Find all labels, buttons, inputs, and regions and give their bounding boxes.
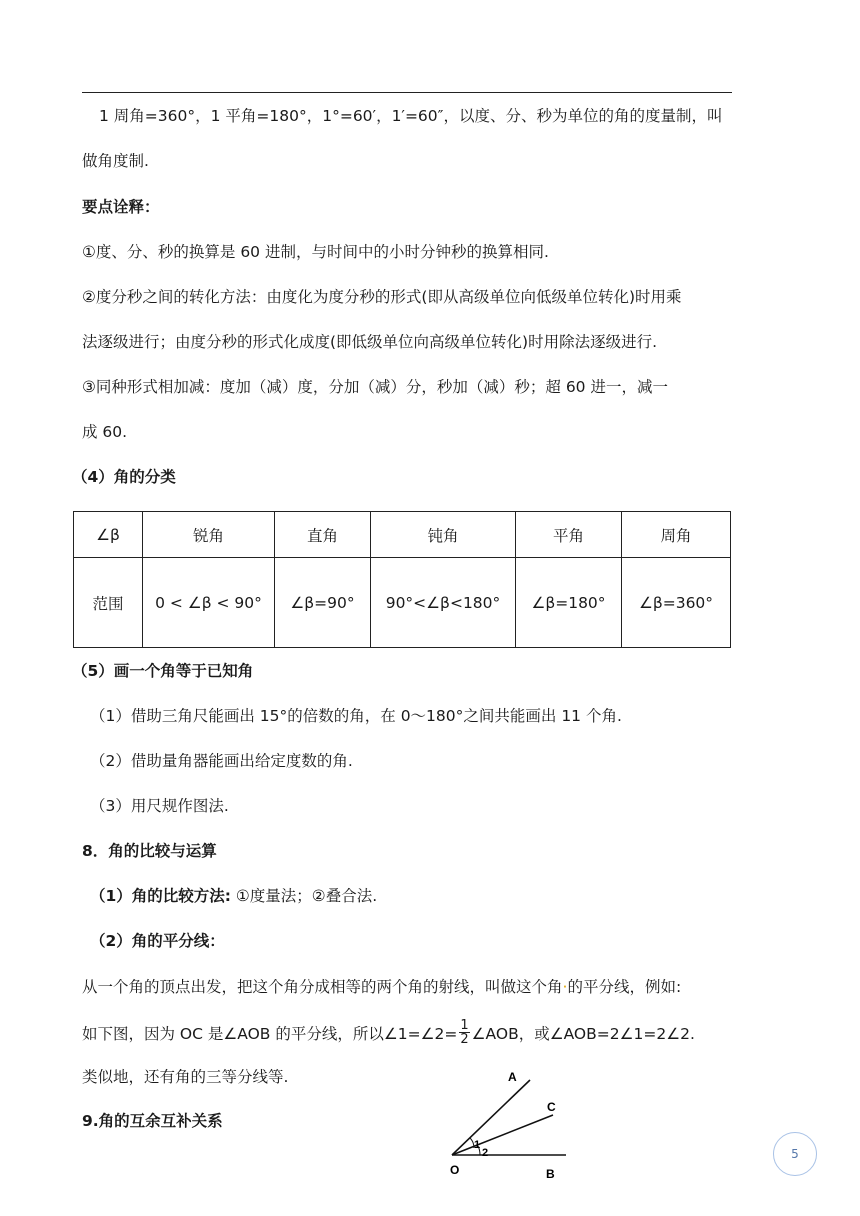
page-number-badge: 5 — [773, 1132, 817, 1176]
bisector-paragraph — [82, 977, 681, 997]
table-cell: 直角 — [275, 512, 371, 558]
table-cell: 90°<∠β<180° — [371, 558, 516, 648]
bisector-example — [82, 1018, 695, 1048]
label-c: C — [547, 1100, 556, 1114]
table-cell: 钝角 — [371, 512, 516, 558]
notes-heading: 要点诠释： — [82, 198, 160, 216]
header-rule — [82, 92, 732, 93]
label-b: B — [546, 1167, 555, 1181]
section-8-item-1-label: （1）角的比较方法: — [90, 887, 231, 905]
label-angle-1: 1 — [474, 1139, 481, 1151]
trisector-paragraph: 类似地，还有角的三等分线等. — [82, 1068, 289, 1086]
section-4-heading: （4）角的分类 — [72, 468, 176, 486]
section-8-item-2: （2）角的平分线： — [90, 932, 225, 950]
section-5-item-3: （3）用尺规作图法. — [90, 797, 229, 815]
table-row — [74, 558, 731, 648]
table-cell: 0 < ∠β < 90° — [143, 558, 275, 648]
table-row — [74, 512, 731, 558]
ray-oa — [452, 1080, 530, 1155]
ray-oc — [452, 1115, 553, 1155]
angle-classification-table — [73, 511, 731, 648]
yellow-dot-icon: · — [562, 978, 568, 996]
fraction-one-half — [459, 1019, 469, 1046]
section-8-heading: 8．角的比较与运算 — [82, 842, 217, 860]
note-2-cont: 法逐级进行；由度分秒的形式化成度(即低级单位向高级单位转化)时用除法逐级进行. — [82, 333, 658, 351]
note-3: ③同种形式相加减：度加（减）度，分加（减）分，秒加（减）秒；超 60 进一，减一 — [82, 378, 668, 396]
fraction-denominator: 2 — [460, 1032, 469, 1047]
table-cell: ∠β=90° — [275, 558, 371, 648]
note-1: ①度、分、秒的换算是 60 进制，与时间中的小时分钟秒的换算相同. — [82, 243, 549, 261]
bisector-text-b: 的平分线，例如: — [567, 978, 682, 996]
section-5-heading: （5）画一个角等于已知角 — [72, 662, 254, 680]
section-9-heading: 9.角的互余互补关系 — [82, 1112, 223, 1130]
section-5-item-1: （1）借助三角尺能画出 15°的倍数的角，在 0～180°之间共能画出 11 个角. — [90, 707, 622, 725]
angle-bisector-diagram — [440, 1062, 580, 1187]
label-a: A — [508, 1070, 517, 1084]
section-8-item-1 — [90, 886, 377, 906]
label-o: O — [450, 1163, 460, 1177]
bisector-text-a: 从一个角的顶点出发，把这个角分成相等的两个角的射线，叫做这个角 — [82, 978, 563, 996]
table-cell: 锐角 — [143, 512, 275, 558]
section-8-item-1-text: ①度量法；②叠合法. — [230, 887, 378, 905]
table-cell: 范围 — [74, 558, 143, 648]
table-cell: ∠β=180° — [516, 558, 622, 648]
table-cell: ∠β=360° — [622, 558, 731, 648]
table-cell: 周角 — [622, 512, 731, 558]
paragraph-degree-system-cont: 做角度制. — [82, 152, 149, 170]
bisector-example-b: ∠AOB，或∠AOB=2∠1=2∠2. — [471, 1025, 695, 1043]
fraction-numerator: 1 — [460, 1018, 469, 1033]
note-3-cont: 成 60. — [82, 423, 128, 441]
table-cell: ∠β — [74, 512, 143, 558]
paragraph-degree-system: 1 周角=360°，1 平角=180°，1°=60′，1′=60″，以度、分、秒为单位的角的度量制，叫 — [99, 107, 723, 125]
bisector-example-a: 如下图，因为 OC 是∠AOB 的平分线，所以∠1=∠2= — [82, 1025, 458, 1043]
table-cell: 平角 — [516, 512, 622, 558]
section-5-item-2: （2）借助量角器能画出给定度数的角. — [90, 752, 353, 770]
label-angle-2: 2 — [482, 1147, 489, 1159]
note-2: ②度分秒之间的转化方法：由度化为度分秒的形式(即从高级单位向低级单位转化)时用乘 — [82, 288, 682, 306]
